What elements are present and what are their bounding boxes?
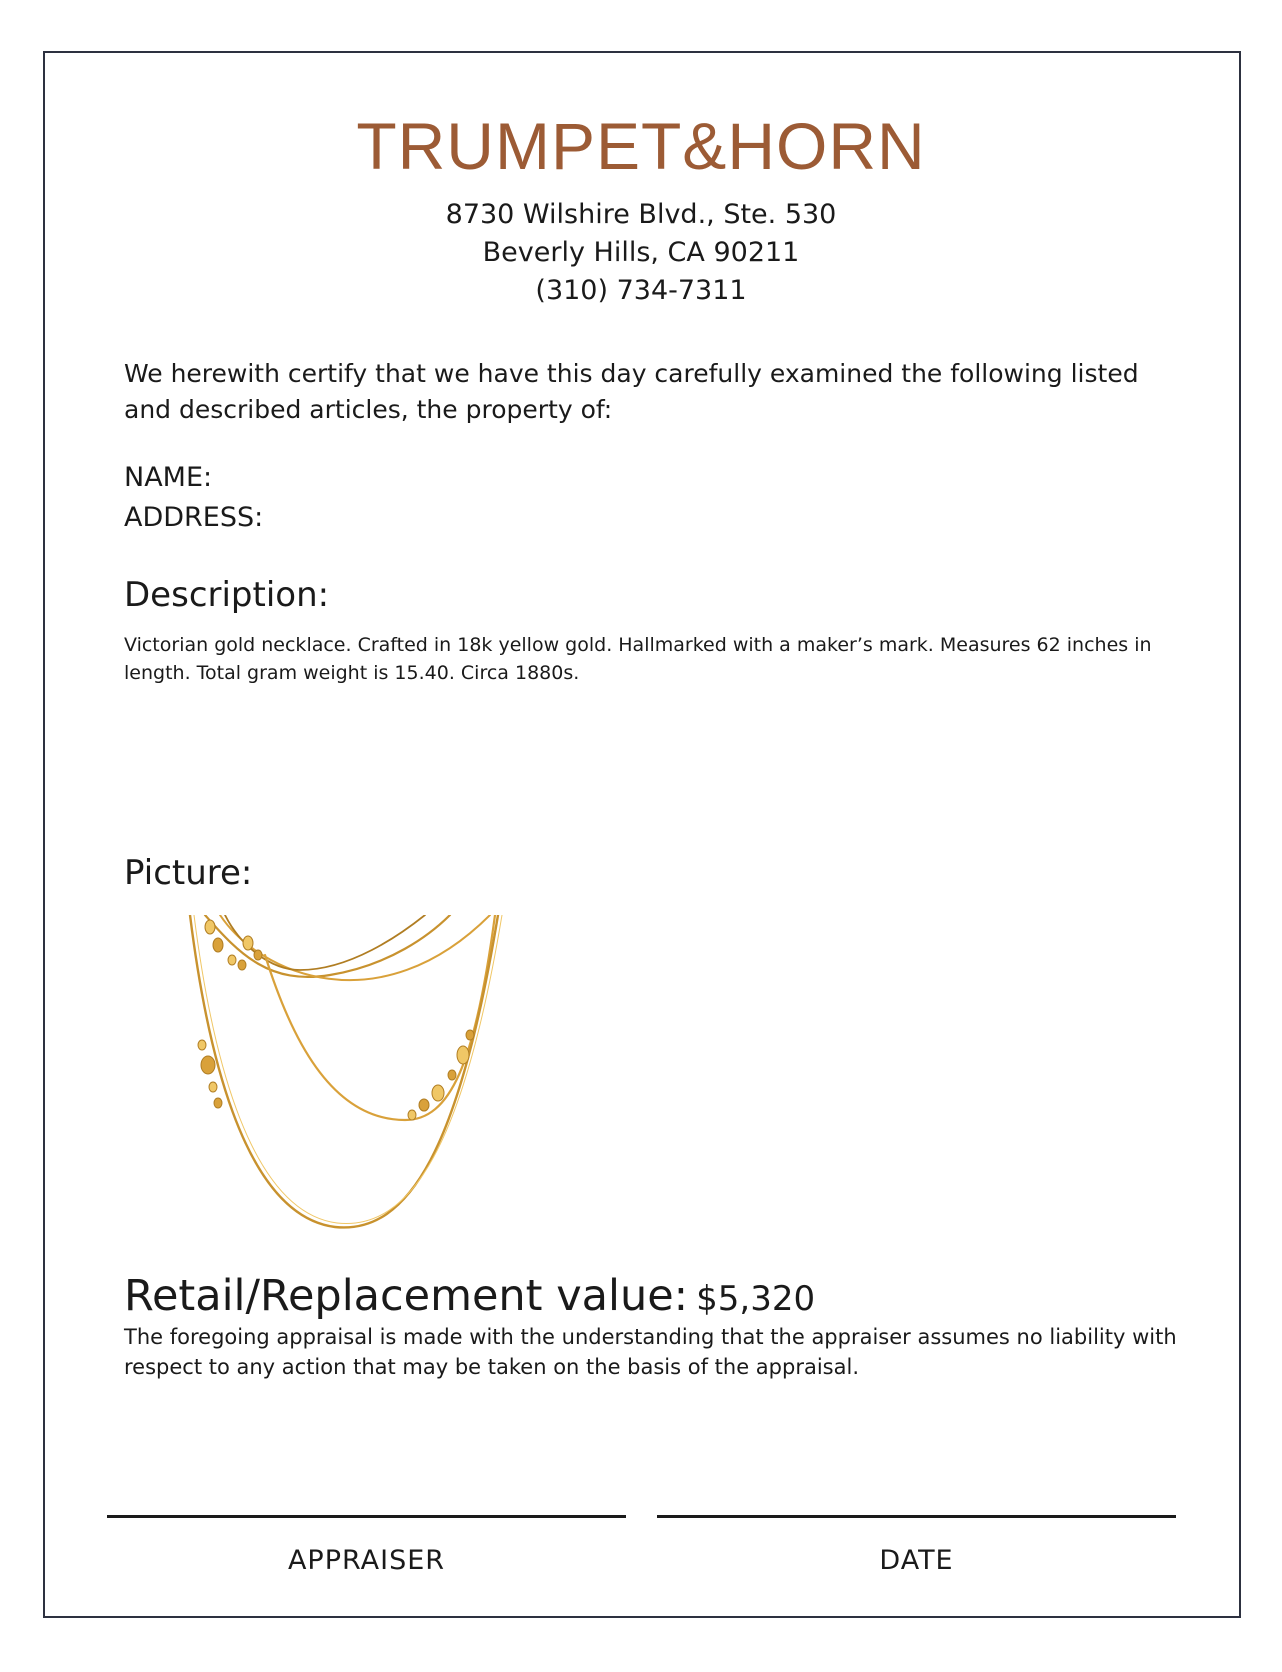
owner-address-label: ADDRESS: bbox=[124, 502, 264, 533]
gold-bead bbox=[254, 950, 262, 960]
gold-bead bbox=[205, 920, 215, 934]
valuation-line bbox=[124, 1268, 815, 1327]
gold-bead bbox=[419, 1099, 429, 1111]
description-heading: Description: bbox=[124, 575, 330, 615]
certification-statement: We herewith certify that we have this day carefully examined the following listed and described articles, the property of: bbox=[124, 359, 1139, 424]
picture-heading: Picture: bbox=[124, 853, 253, 893]
owner-name-label: NAME: bbox=[124, 462, 213, 493]
gold-bead bbox=[448, 1070, 456, 1080]
gold-bead bbox=[201, 1056, 215, 1074]
description-text: Victorian gold necklace. Crafted in 18k yellow gold. Hallmarked with a maker’s mark. Measures 62 inches in length. Total gram weight is 15.40. Circa 1880s. bbox=[124, 634, 1152, 684]
gold-bead bbox=[457, 1046, 469, 1064]
appraiser-label: APPRAISER bbox=[287, 1545, 446, 1576]
date-label: DATE bbox=[879, 1545, 954, 1576]
appraiser-signature-line[interactable] bbox=[107, 1515, 626, 1518]
gold-bead bbox=[214, 1098, 222, 1108]
date-signature-line[interactable] bbox=[657, 1515, 1176, 1518]
business-address bbox=[0, 196, 1282, 310]
valuation-label: Retail/Replacement value: bbox=[124, 1271, 689, 1321]
liability-disclaimer: The foregoing appraisal is made with the understanding that the appraiser assumes no liability with respect to any action that may be taken on the basis of the appraisal. bbox=[124, 1325, 1177, 1379]
gold-bead bbox=[209, 1082, 217, 1092]
gold-bead bbox=[238, 960, 246, 970]
valuation-amount: $5,320 bbox=[696, 1279, 816, 1319]
gold-bead bbox=[213, 938, 223, 952]
address-phone: (310) 734-7311 bbox=[535, 275, 747, 306]
brand-logo: TRUMPET&HORN bbox=[356, 109, 926, 183]
necklace-photo bbox=[180, 915, 510, 1235]
address-street: 8730 Wilshire Blvd., Ste. 530 bbox=[445, 199, 837, 230]
address-city: Beverly Hills, CA 90211 bbox=[482, 237, 800, 268]
gold-bead bbox=[408, 1110, 416, 1120]
gold-bead bbox=[466, 1030, 474, 1040]
gold-bead bbox=[198, 1040, 206, 1050]
gold-bead bbox=[432, 1085, 444, 1101]
gold-bead bbox=[228, 955, 236, 965]
gold-bead bbox=[243, 936, 253, 950]
